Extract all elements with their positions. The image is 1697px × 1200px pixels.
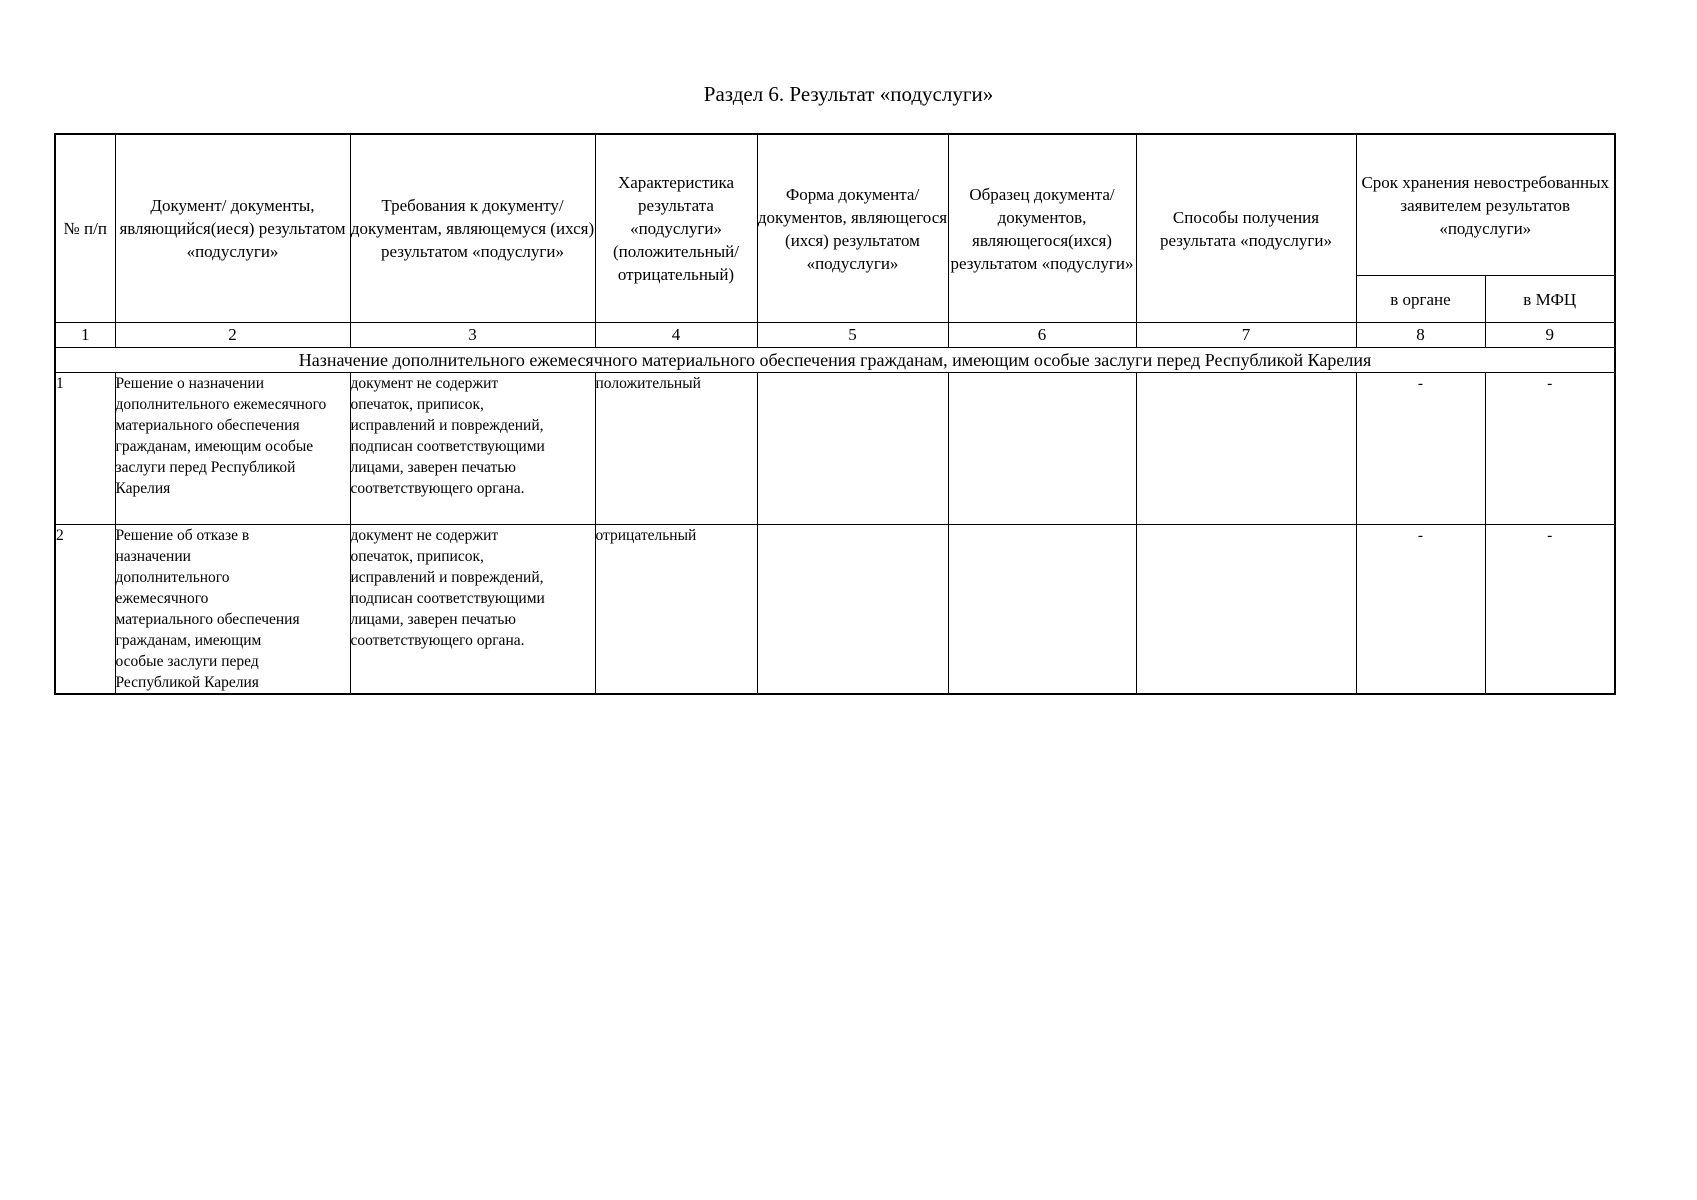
requirements-line: документ не содержит [350, 527, 499, 544]
result-characteristic: положительный [595, 373, 757, 525]
storage-in-mfc: - [1485, 373, 1615, 525]
section-title: Назначение дополнительного ежемесячного материального обеспечения гражданам, имеющим особые заслуги перед Республикой Карелия [55, 348, 1615, 373]
page-title: Раздел 6. Результат «подуслуги» [703, 82, 994, 106]
column-number: 9 [1485, 323, 1615, 348]
requirements-line: опечаток, приписок, [350, 396, 484, 413]
requirements-line: исправлений и повреждений, [350, 569, 544, 586]
document-requirements [350, 525, 595, 695]
result-document [115, 373, 350, 525]
result-document [115, 525, 350, 695]
results-table [54, 133, 1616, 695]
header-in-organ: в органе [1356, 276, 1485, 323]
requirements-line: опечаток, приписок, [350, 548, 484, 565]
document-form [757, 525, 948, 695]
storage-in-mfc: - [1485, 525, 1615, 695]
result-document-line: дополнительного [115, 569, 230, 586]
requirements-line: соответствующего органа. [350, 480, 525, 497]
header-characteristic: Характеристика результата «подуслуги» (положительный/ отрицательный) [595, 134, 757, 323]
column-number: 6 [948, 323, 1136, 348]
result-document-line: Карелия [115, 480, 171, 497]
requirements-line: подписан соответствующими [350, 590, 545, 607]
result-document-line: материального обеспечения [115, 417, 300, 434]
table-row [55, 373, 1615, 525]
requirements-line: соответствующего органа. [350, 632, 525, 649]
header-storage-term: Срок хранения невостребованных заявителем результатов «подуслуги» [1356, 134, 1615, 276]
result-document-line: гражданам, имеющим [115, 632, 262, 649]
requirements-line: лицами, заверен печатью [350, 611, 516, 628]
column-number: 1 [55, 323, 115, 348]
result-document-line: ежемесячного [115, 590, 209, 607]
column-number: 8 [1356, 323, 1485, 348]
result-document-line: Республикой Карелия [115, 674, 259, 691]
storage-in-organ: - [1356, 525, 1485, 695]
document-sample [948, 525, 1136, 695]
column-number: 3 [350, 323, 595, 348]
header-requirements: Требования к документу/ документам, являющемуся (ихся) результатом «подуслуги» [350, 134, 595, 323]
result-document-line: Решение об отказе в [115, 527, 250, 544]
table-row [55, 525, 1615, 695]
column-number: 5 [757, 323, 948, 348]
row-number: 2 [55, 525, 115, 695]
storage-in-organ: - [1356, 373, 1485, 525]
document-form [757, 373, 948, 525]
header-methods: Способы получения результата «подуслуги» [1136, 134, 1356, 323]
requirements-line: документ не содержит [350, 375, 499, 392]
result-document-line: гражданам, имеющим особые [115, 438, 314, 455]
header-sample: Образец документа/ документов, являющегося(ихся) результатом «подуслуги» [948, 134, 1136, 323]
requirements-line: подписан соответствующими [350, 438, 545, 455]
receiving-methods [1136, 525, 1356, 695]
result-document-line: материального обеспечения [115, 611, 300, 628]
result-document-line: назначении [115, 548, 191, 565]
result-document-line: дополнительного ежемесячного [115, 396, 327, 413]
header-in-mfc: в МФЦ [1485, 276, 1615, 323]
requirements-line: исправлений и повреждений, [350, 417, 544, 434]
column-number: 2 [115, 323, 350, 348]
result-characteristic: отрицательный [595, 525, 757, 695]
document-sample [948, 373, 1136, 525]
section-row [55, 348, 1615, 373]
result-document-line: особые заслуги перед [115, 653, 259, 670]
header-document: Документ/ документы, являющийся(иеся) результатом «подуслуги» [115, 134, 350, 323]
row-number: 1 [55, 373, 115, 525]
header-form: Форма документа/ документов, являющегося (ихся) результатом «подуслуги» [757, 134, 948, 323]
receiving-methods [1136, 373, 1356, 525]
result-document-line: заслуги перед Республикой [115, 459, 296, 476]
header-num: № п/п [55, 134, 115, 323]
requirements-line: лицами, заверен печатью [350, 459, 516, 476]
document-requirements [350, 373, 595, 525]
column-number: 7 [1136, 323, 1356, 348]
result-document-line: Решение о назначении [115, 375, 264, 392]
column-numbers-row [55, 323, 1615, 348]
column-number: 4 [595, 323, 757, 348]
